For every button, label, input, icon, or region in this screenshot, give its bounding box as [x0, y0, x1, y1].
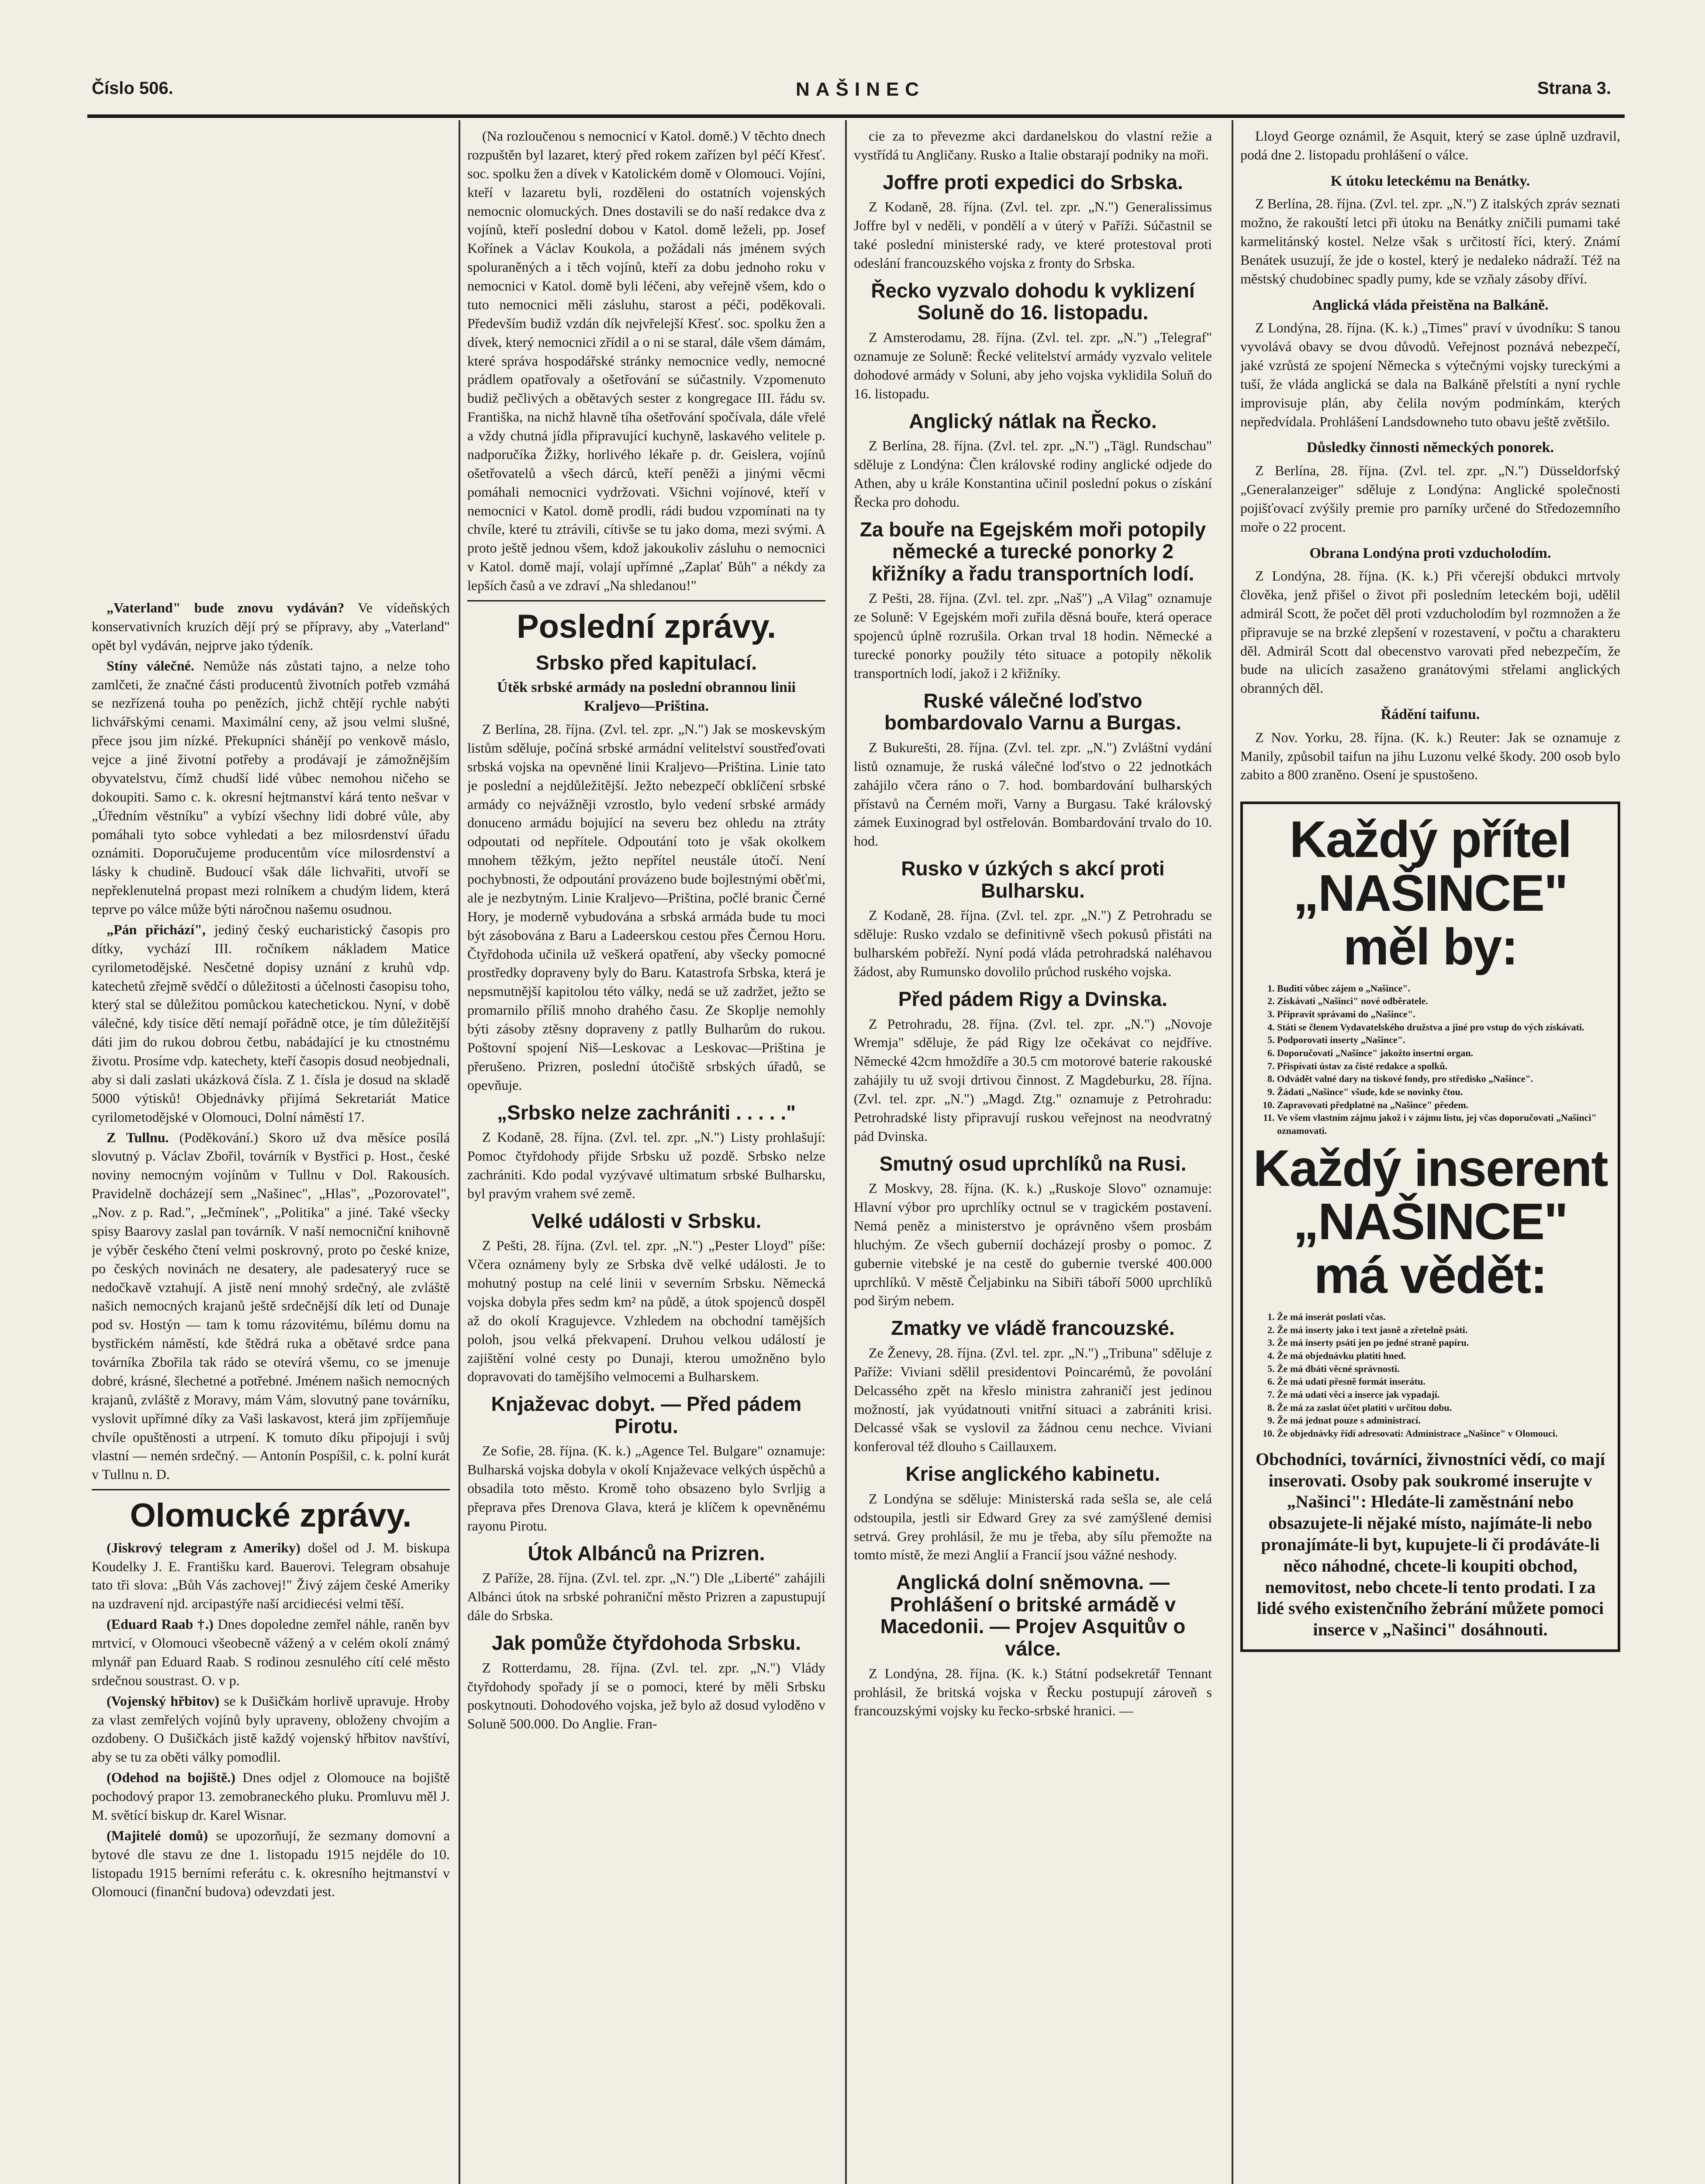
ad-list-item: 9. Žádati „Našince" všude, kde se novinky čtou. — [1277, 1085, 1610, 1099]
ad-list-item: 2. Že má inserty jako i text jasně a zřetelně psáti. — [1277, 1324, 1610, 1337]
article-text: Z Moskvy, 28. října. (K. k.) „Ruskoje Slovo" oznamuje: Hlavní výbor pro uprchlíky octnul se v tragickém postavení. Nemá peněz a ministerstvo je oprávněno všem prosbám hluchým. Ze všech gubernií docházejí prosby o pomoc. Z gubernie vitebské je na cestě do gubernie tverské 400.000 uprchlíků. V městě Čeljabinku na Sibiři táboří 5000 uprchlíků pod širým nebem. — [854, 1180, 1212, 1309]
ad-list-item: 4. Že má objednávku platiti hned. — [1277, 1349, 1610, 1362]
article-text: Z Pešti, 28. října. (Zvl. tel. zpr. „N.") „Pester Lloyd" píše: Včera oznámeny byly ze Srbska dvě velké události. Je to mohutný postup na celé linii v severním Srbsku. Německá vojska dobyla přes sedm km² na půdě, a útok spojenců dospěl až do okolí Kragujevce. Vzhledem na obchodní tamějších poloh, jsou velká překvapení. Druhou velkou událostí je zajištění volné cesty po Dunaji, kterou umožněno bylo dopravovati do tamějšího velmocemi a Bulharskem. — [467, 1237, 825, 1385]
article-text: Z Petrohradu, 28. října. (Zvl. tel. zpr. „N.") „Novoje Wremja" sděluje, že pád Rigy lze očekávat co nejdříve. Německé 42cm hmoždíře a 30.5 cm motorové baterie rakouské zahájily tu už svoji drtivou činnost. Z Magdeburku, 28. října. (Zvl. tel. zpr. „N.") „Magd. Ztg." oznamuje z Petrohradu: Petrohradské listy připravují ruskou veřejnost na neodvratný pád Dvinska. — [854, 1016, 1212, 1144]
ad-heading: „NAŠINCE" — [1293, 864, 1567, 923]
ad-heading: měl by: — [1343, 918, 1518, 976]
page-label: Strana 3. — [1537, 79, 1611, 98]
article-headline: Zmatky ve vládě francouzské. — [891, 1317, 1175, 1340]
article-headline: Velké události v Srbsku. — [531, 1209, 762, 1232]
column-divider — [459, 120, 460, 2184]
ad-list-item: 7. Přispívati ústav za čisté redakce a spolků. — [1277, 1060, 1610, 1073]
ad-heading: má vědět: — [1314, 1247, 1547, 1305]
article-text: Z Londýna, 28. října. (K. k.) Při včerejší obdukci mrtvoly člověka, jenž přišel o život při posledním leteckém boji, udělil admirál Scott, že počet děl proti vzducholodím byl rozmnožen a že připravuje se na brzké zlepšení v rozestavení, v počtu a charakteru děl. Admirál Scott dal obecenstvo varovati před nebezpečím, že bude na ulicích zasaženo granátovými střelami anglických obranných děl. — [1240, 568, 1620, 696]
column-3 — [854, 127, 1212, 2184]
ad-list-item: 4. Státi se členem Vydavatelského družstva a jiné pro vstup do vých získávati. — [1277, 1021, 1610, 1034]
article-text: Z Berlína, 28. října. (Zvl. tel. zpr. „N.") Jak se moskevským listům sděluje, počíná srbské armádní velitelství soustřeďovati srbská vojska na opevněné linii Kraljevo—Priština. Linie tato je poslední a nejdůležitější. Ježto nebezpečí obklíčení srbské armády co nejvážněji vzrostlo, bylo vedení srbské armády donuceno armádu bojující na severu bez ohledu na ztráty odpoutati od nepřítele. Odpoutání toto je však okolkem mnohem těžkým, ježto nepřítel neustále útočí. Není pochybnosti, že odpoutání provázeno bude bojlestnými oběťmi, ale je nezbytným. Linie Kraljevo—Priština, počlé branic Černé Hory, je moderně vybudována a srbská armáda bude tu moci být zásobována z Baru a Ladeerskou cestou přes Černou Horu. Čtyřdohoda učinila už veškerá opatření, aby všecky pomocné prostředky dopraveny byly do Baru. Katastrofa Srbska, která je nepsmutnější kapitolou této války, nedá se už zadržet, ježto se promarnilo příliš mnoho drahého času. Ze Skoplje nemohly býti zásoby ztěsny dopraveny z patlly Bulharům do rukou. Poštovní spojení Niš—Leskovac a Leskovac—Priština je přerušeno. Prizren, poslední útočiště srbských úřadů, se opevňuje. — [467, 721, 825, 1093]
latest-news-heading: Poslední zprávy. — [516, 608, 777, 645]
article-text: Z Berlína, 28. října. (Zvl. tel. zpr. „N.") Düsseldorfský „Generalanzeiger" sděluje z Londýna: Anglické společnosti pojišťovací zvýšily premie pro parníky určené do Středozemního moře o 22 procent. — [1240, 463, 1620, 535]
column-1-notices — [92, 598, 450, 1484]
article-headline: Krise anglického kabinetu. — [905, 1462, 1160, 1486]
article-headline: Důsledky činnosti německých ponorek. — [1306, 439, 1554, 456]
ad-bottom-text: Obchodníci, továrníci, živnostníci vědí, co mají inserovati. Osoby pak soukromé inserujte v „Našinci": Hledáte-li zaměstnání nebo obsazujete-li nějaké místo, najímáte-li nebo pronajímáte-li byt, kupujete-li či prodáváte-li něco náhodné, chcete-li koupiti obchod, nemovitost, nebo chcete-li tento prodati. I za lidé svého existenčního žebrání můžete pomoci inserce v „Našinci" dosáhnouti. — [1256, 1449, 1605, 1640]
article-headline: Řecko vyzvalo dohodu k vyklizení Soluně do 16. listopadu. — [871, 279, 1195, 324]
ad-heading: Každý inserent — [1253, 1139, 1608, 1197]
article-headline: Za bouře na Egejském moři potopily německé a turecké ponorky 2 křižníky a řadu transportních lodí. — [859, 518, 1206, 585]
article-headline: „Srbsko nelze zachrániti . . . . ." — [497, 1101, 796, 1124]
article-headline: Anglický nátlak na Řecko. — [909, 409, 1157, 432]
notice-paragraph: Z Tullnu. (Poděkování.) Skoro už dva měsíce posílá slovutný p. Václav Zbořil, továrník v Bystřici p. Host., české noviny nemocným vojínům v Tullnu v Dol. Rakousích. Pravidelně docházejí sem „Našinec", „Hlas", „Pozorovatel", „Nov. z p. Rad.", „Ječmínek", „Politika" a jiné. Také všecky spisy Baarovy zaslal pan továrník. V naší nemocniční knihovně je výběr českého čtení velmi poskrovný, proto po české knize, po českých novinách ne desatery, ale padesateryý ruce se nedočkavě vztahují. A jistě není mnohý srdečný, ale zvláště našich nemocných krajanů ještě srdečnější dík letí od Dunaje pod sv. Hostýn — tam k tomu rázovitému, bílému domu na bystřickém náměstí, kde štědrá ruka a obětavé srdce pana továrníka Zbořila tak rádo se otevírá všemu, co se jmenuje dobré, krásné, šlechetné a potřebné. Jménem našich nemocných krajanů, zvláště z Moravy, mám Vám, slovutný pane továrníku, vyslovit upřímné díky za Vaši laskavost, která jim zpříjemňuje chvíle opuštěnosti a utrpení. K tomuto díku připojuji i svůj vlastní — nemén srdečný. — Antonín Pospíšil, c. k. polní kurát v Tullnu n. D. — [92, 1129, 450, 1482]
column-1-spacer — [92, 127, 450, 598]
friends-advertisement — [1240, 802, 1620, 1652]
article-text: Z Paříže, 28. října. (Zvl. tel. zpr. „N.") Dle „Liberté" zahájili Albánci útok na srbské pohraniční město Prizren a zapustupují dále do Srbska. — [467, 1570, 825, 1624]
ad-list-item: 7. Že má udati věci a inserce jak vypadají. — [1277, 1388, 1610, 1401]
olomouc-news — [92, 1538, 450, 1901]
article-headline: Řádění taifunu. — [1381, 706, 1480, 723]
column-4 — [1240, 127, 1620, 2184]
article-text: Z Kodaně, 28. října. (Zvl. tel. zpr. „N.") Generalissimus Joffre byl v neděli, v pondělí a v úterý v Paříži. Súčastnil se také poslední ministerské rady, ve které protestoval proti odeslání francouzského vojska z fronty do Srbska. — [854, 199, 1212, 271]
olomouc-news-heading: Olomucké zprávy. — [130, 1497, 412, 1534]
article-text: Z Nov. Yorku, 28. října. (K. k.) Reuter: Jak se oznamuje z Manily, způsobil taifun na jihu Luzonu velké škody. 200 osob bylo zabito a 800 zraněno. Osení je spustošeno. — [1240, 729, 1620, 783]
article-headline: Obrana Londýna proti vzducholodím. — [1309, 545, 1551, 561]
ad-list-item: 1. Že má inserát poslati včas. — [1277, 1310, 1610, 1324]
article-text: Z Bukurešti, 28. října. (Zvl. tel. zpr. „N.") Zvláštní vydání listů oznamuje, že ruská válečné loďstvo o 22 jednotkách zahájilo včera ráno o 7. hod. bombardování bulharských přístavů na Černém moři, Varny a Burgasu. Také královský zámek Euxinograd byl ostřelován. Bombardování trvalo do 10. hod. — [854, 739, 1212, 849]
article-text: Z Pešti, 28. října. (Zvl. tel. zpr. „Naš") „A Vilag" oznamuje ze Soluně: V Egejském moři zuřila děsná bouře, která operace spojenců úplně rozrušila. Orkan trval 18 hodin. Německé a turecké ponorky použily této situace a potopily několik transportních lodí, jakož i 2 křižníky. — [854, 590, 1212, 681]
news-item: (Jiskrový telegram z Ameriky) došel od J. M. biskupa Koudelky J. E. Františku kard. Bauerovi. Telegram obsahuje tato tři slova: „Bůh Vás zachovej!" Živý zájem české Ameriky na uzdravení njd. arcipastýře naší arcidiecési velmi těší. — [92, 1539, 450, 1612]
article-text: Z Londýna, 28. října. (K. k.) Státní podsekretář Tennant prohlásil, že britská vojska v Řecku postupují zároveň s francouzskými vojsky ku řecko-srbské hranici. — — [854, 1665, 1212, 1719]
article-text: cie za to převezme akci dardanelskou do vlastní režie a vystřídá tu Angličany. Rusko a Italie obstarají podniky na moři. — [854, 128, 1212, 162]
ad-list-item: 6. Že má udati přesně formát inserátu. — [1277, 1375, 1610, 1388]
newspaper-title: NAŠINEC — [795, 79, 925, 100]
news-item: (Odehod na bojiště.) Dnes odjel z Olomouce na bojiště pochodový prapor 13. zemobraneckého pluku. Promluvu měl J. M. světící biskup dr. Karel Wisnar. — [92, 1769, 450, 1823]
article-headline: Rusko v úzkých s akcí proti Bulharsku. — [901, 857, 1165, 902]
article-text: Z Berlína, 28. října. (Zvl. tel. zpr. „N.") „Tägl. Rundschau" sděluje z Londýna: Člen královské rodiny anglické odjede do Athen, aby u krále Konstantina učinil poslední pokus o získání Řecka pro dohodu. — [854, 438, 1212, 510]
ad-list-item: 9. Že má jednat pouze s administrací. — [1277, 1414, 1610, 1427]
article-headline: Anglická vláda přeistěna na Balkáně. — [1312, 297, 1549, 313]
article-headline: Ruské válečné loďstvo bombardovalo Varnu a Burgas. — [884, 689, 1181, 734]
column-1 — [92, 127, 450, 2184]
article-text: (Na rozloučenou s nemocnicí v Katol. domě.) V těchto dnech rozpuštěn byl lazaret, který před rokem zařízen byl péčí Křesť. soc. spolku žen a dívek v Katolickém domě v Olomouci. Vojíni, kteří v lazaretu byli, rozděleni do ostatních vojenských nemocnic olomuckých. Dnes dostavili se do naší redakce dva z vojínů, kteří poslední dobou v Katol. domě leželi, pp. Josef Kořínek a Václav Koukola, a požádali nás jménem svých spoluraněných a i těch vojínů, kteří za dobu jednoho roku v nemocnici v Katol. domě byli léčeni, aby veřejně všem, kdo o tuto nemocnici měli zásluhu, starost a péči, poděkovali. Především budiž vzdán dík nejvřelejší Křesť. soc. spolku žen a dívek, který nemocnici zřídil a o ni se staral, dále všem dámám, které správa hospodářské stránky nemocnice vedly, nemocné prádlem opatřovaly a ošetřování se súčastnily. Vzpomenuto budiž pečlivých a obětavých sester z kongregace III. řádu sv. Františka, na nichž hlavně tíha ošetřování spočívala, dále vřelé a vždy chutná jídla připravující kuchyně, laskavého velitele p. nadporučíka Žižky, horlivého lékaře p. dr. Geislera, vojínů ošetřovatelů a všech dárců, kteří peněži a jinými věcmi pomáhali nemocnici vydržovati. Všichni vojínové, kteří v nemocnici v Katol. domě prodli, rádi budou vzpomínati na ty chvíle, které tu ztrávili, cítivše se tu jako doma, mezi svými. A proto ještě jednou všem, kdož jakoukoliv zásluhu o nemocnici v Katol. domě mají, volají upřímné „Zaplať Bůh" a nékdy za lepších časů a ve zdraví „Na shledanou!" — [467, 128, 825, 593]
article-headline: Knjaževac dobyt. — Před pádem Pirotu. — [491, 1393, 802, 1438]
column-2 — [467, 127, 825, 2184]
article-text: Lloyd George oznámil, že Asquit, který se zase úplně uzdravil, podá dne 2. listopadu prohlášení o válce. — [1240, 128, 1620, 162]
ad-list — [1264, 982, 1610, 1137]
article-subheadline: Útěk srbské armády na poslední obrannou linii Kraljevo—Priština. — [497, 679, 796, 714]
ad-list-item: 10. Zapravovati předplatné na „Našince" předem. — [1277, 1099, 1610, 1112]
ad-list-item: 3. Že má inserty psáti jen po jedné straně papíru. — [1277, 1336, 1610, 1349]
ad-list-item: 5. Že má dbáti věcné správnosti. — [1277, 1362, 1610, 1375]
article-headline: Smutný osud uprchlíků na Rusi. — [879, 1152, 1187, 1175]
ad-list-item: 10. Že objednávky řídí adresovati: Administrace „Našince" v Olomouci. — [1277, 1427, 1610, 1440]
article-text: Z Rotterdamu, 28. října. (Zvl. tel. zpr. „N.") Vlády čtyřdohody spořady jí se o pomoci, které by měli Srbsku poskytnouti. Dohodového vojska, jež bylo až dosud vyloděno v Soluně 500.000. Do Anglie. Fran- — [467, 1659, 825, 1732]
ad-list-item: 11. Ve všem vlastním zájmu jakož i v zájmu listu, jej včas doporučovati „Našinci" oznamovati. — [1277, 1111, 1610, 1137]
ad-list-item: 6. Doporučovati „Našince" jakožto insertní organ. — [1277, 1047, 1610, 1060]
news-item: (Eduard Raab †.) Dnes dopoledne zemřel náhle, raněn byv mrtvicí, v Olomouci všeobecně vážený a v celém okolí známý mlynář pan Eduard Raab. S rodinou zesnulého cítí celé město srdečnou soustrast. O. v p. — [92, 1616, 450, 1688]
news-item: (Majitelé domů) se upozorňují, že sezmany domovní a bytové dle stavu ze dne 1. listopadu 1915 nejdéle do 10. listopadu 1915 berními referátu c. k. okresního hejtmanství v Olomouci (finanční budova) odevzdati jest. — [92, 1827, 450, 1900]
notice-paragraph: Stíny válečné. Nemůže nás zůstati tajno, a nelze toho zamlčeti, že značné části producentů životních potřeb vzmáhá se nezřízená touha po penězích, jichž chtějí rychle nabýti lichvářskými cenami. Maximální ceny, až jsou velmi slušné, přece jsou jim nízké. Překupníci shánějí po venkově máslo, vejce a jiné životní potřeby a prodávají je zámožnějším obyvatelstvu, čímž chudší lidé vůbec nemohou ničeho se dokoupiti. Samo c. k. okresní hejtmanství kárá tento nešvar v „Úředním věstníku" a vybízí všechny lidi dobré vůle, aby pomáhali tyto sobce vyhledati a bez milosrdenství úřadu oznámiti. Doporučujeme producentům více milosrdenství a lásky k chudině. Budoucí však dále lichvařiti, utvoří se nepřeklenutelná propast mezi rolníkem a chudým lidem, která teprve po válce může býti náročnou našemu osudnou. — [92, 657, 450, 917]
article-text: Z Londýna, 28. října. (K. k.) „Times" praví v úvodníku: S tanou vyvolává obavy se dvou důvodů. Veřejnost poznává nebezpečí, jaké vzrůstá ze spojení Německa s výtečnými vojsky tureckými a tuší, že vláda anglická se dala na Balkáně přelstíti a nyní rychle improvisuje plán, aby čelila novým podmínkám, kterých nepředvídala. Prohlášení Landsdowneho tuto obavu ještě zvětšilo. — [1240, 320, 1620, 429]
section-rule — [92, 1489, 450, 1490]
header-rule — [87, 114, 1625, 118]
article-headline: Joffre proti expedici do Srbska. — [883, 170, 1183, 194]
article-headline: Jak pomůže čtyřdohoda Srbsku. — [491, 1631, 801, 1655]
section-rule — [467, 600, 825, 601]
article-text: Ze Ženevy, 28. října. (Zvl. tel. zpr. „N.") „Tribuna" sděluje z Paříže: Viviani sdělil presidentovi Poincarémů, že povolání Delcassého zpět na křeslo ministra zahraničí jest jedinou možností, jak vyúdatnouti vnitřní situaci a zabrániti krisi. Delcassé však se vyslovil za žádnou cenu nechce. Viviani konferoval též dlouho s Caillauxem. — [854, 1344, 1212, 1455]
ad-list-item: 3. Připravit správami do „Našince". — [1277, 1008, 1610, 1021]
article-headline: Před pádem Rigy a Dvinska. — [898, 987, 1168, 1010]
ad-heading: „NAŠINCE" — [1293, 1193, 1567, 1251]
article-text: Z Kodaně, 28. října. (Zvl. tel. zpr. „N.") Listy prohlašují: Pomoc čtyřdohody přijde Srbsku už pozdě. Srbsko nelze zachrániti. Kdo podal vyzývavé ultimatum srbské Bulharsku, byl pravým vrahem své země. — [467, 1129, 825, 1201]
ad-heading: Každý přítel — [1289, 811, 1571, 869]
column-divider — [1232, 120, 1233, 2184]
article-text: Z Berlína, 28. října. (Zvl. tel. zpr. „N.") Z italských zpráv seznati možno, že rakouští letci při útoku na Benátky zničili pumami také karmelitánský kostel. Nelze však s určitostí říci, který. Známí Benátek usuzují, že jde o kostel, který je nedaleko nádraží. Též na městský chudobinec spadly pumy, kde se vzňaly zásoby dříví. — [1240, 196, 1620, 287]
article-text: Z Kodaně, 28. října. (Zvl. tel. zpr. „N.") Z Petrohradu se sděluje: Rusko vzdalo se definitivně všech pokusů přistáti na bulharském pobřeží. Nyní podá vláda petrohradská naléhavou žádost, aby Rumunsko dovolilo průchod ruského vojska. — [854, 907, 1212, 980]
notice-paragraph: „Pán přichází", jediný český eucharistický časopis pro dítky, vychází III. ročníkem nákladem Matice cyrilometodějské. Nesčetné dopisy uznání z kruhů vdp. katechetů zřejmě svědčí o důležitosti a účelnosti časopisu toho, který stal se důležitou pomůckou katechetickou. Nyní, v době válečné, kdy tisíce dětí nemají pořádně otce, je tím důležitější dáti jim do rukou dobrou četbu, nabádající je ku ctnostnému životu. Prosíme vdp. katechety, kteří časopis dosud neobjednali, aby si dali zaslati ukázková čísla. Z 1. čísla je dosud na skladě 5000 výtisků! Objednávky přijímá Sekretariát Matice cyrilometodějské v Olomouci, Dolní náměstí 17. — [92, 921, 450, 1125]
article-headline: Srbsko před kapitulací. — [535, 651, 757, 674]
article-headline: Útok Albánců na Prizren. — [528, 1541, 765, 1565]
page-number: Číslo 506. — [92, 79, 173, 98]
article-headline: Anglická dolní sněmovna. — Prohlášení o britské armádě v Macedonii. — Projev Asquitův o válce. — [880, 1571, 1186, 1660]
ad-list-item: 2. Získávati „Našinci" nové odběratele. — [1277, 995, 1610, 1008]
article-text: Ze Sofie, 28. října. (K. k.) „Agence Tel. Bulgare" oznamuje: Bulharská vojska dobyla v okolí Knjaževace velkých úspěchů a obsadila toto město. Kromě toho obsazeno bylo Svrljig a přeprava přes Drenova Glava, která je klíčem k opevněnému rayonu Pirotu. — [467, 1443, 825, 1534]
news-item: (Vojenský hřbitov) se k Dušičkám horlivě upravuje. Hroby za vlast zemřelých vojínů byly upraveny, obloženy chvojím a ozdobeny. O Dušičkách jistě každý vojenský hřbitov navštíví, aby se tu za oběti války pomodlil. — [92, 1693, 450, 1765]
ad-list-item: 5. Podporovati inserty „Našince". — [1277, 1033, 1610, 1047]
ad-list-item: 1. Buditi vůbec zájem o „Našince". — [1277, 982, 1610, 995]
ad-list-item: 8. Že má za zaslat účet platiti v určitou dobu. — [1277, 1401, 1610, 1414]
article-headline: K útoku leteckému na Benátky. — [1330, 173, 1530, 189]
article-text: Z Amsterodamu, 28. října. (Zvl. tel. zpr. „N.") „Telegraf" oznamuje ze Soluně: Řecké velitelství armády vyzvalo velitele dohodové armády v Soluni, aby jeho vojska vyklidila Soluň do 16. listopadu. — [854, 329, 1212, 401]
ad-list-item: 8. Odvádět valné dary na tiskové fondy, pro středisko „Našince". — [1277, 1072, 1610, 1085]
column-divider — [845, 120, 847, 2184]
ad-list — [1264, 1310, 1610, 1440]
article-text: Z Londýna se sděluje: Ministerská rada sešla se, ale celá odstoupila, jestli sir Edward Grey za své zamýšlené demisi setrvá. Grey prohlásil, že mu je třeba, aby sílu přemožte na tomto místě, že mezi Anglií a Francií jsou vážné neshody. — [854, 1490, 1212, 1563]
notice-paragraph: „Vaterland" bude znovu vydáván? Ve vídeňských konservativních kruzích dějí prý se přípravy, aby „Vaterland" opět byl vydáván, nejprve jako týdeník. — [92, 600, 450, 653]
